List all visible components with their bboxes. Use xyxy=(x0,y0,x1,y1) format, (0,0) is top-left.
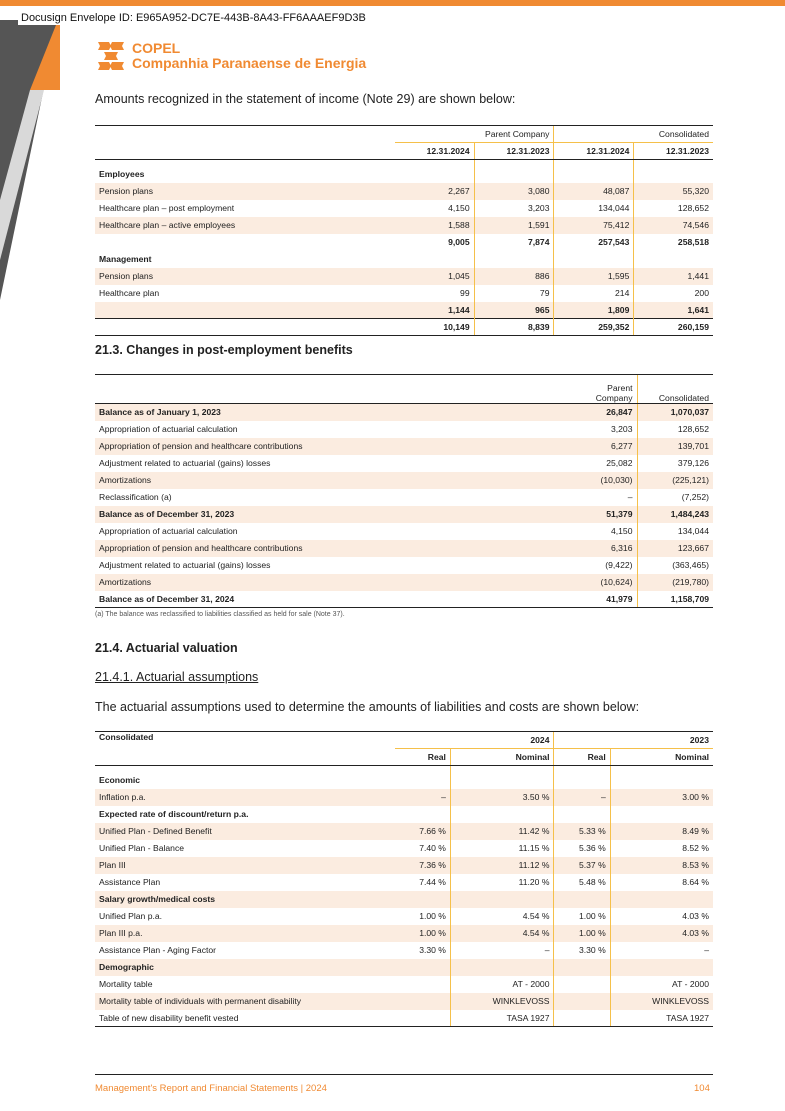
copel-logo-icon xyxy=(96,40,126,72)
row-group-heading: Demographic xyxy=(95,959,395,976)
table-row xyxy=(95,840,713,857)
table-row xyxy=(95,506,713,523)
row-value: 7,874 xyxy=(474,234,554,251)
section-heading-21-3: 21.3. Changes in post-employment benefits xyxy=(95,343,353,357)
assumptions-intro: The actuarial assumptions used to determine the amounts of liabilities and costs are shown below: xyxy=(95,700,640,714)
column-header: Nominal xyxy=(450,749,554,766)
table-row xyxy=(95,285,713,302)
row-label: Mortality table of individuals with permanent disability xyxy=(95,993,395,1010)
row-label: Pension plans xyxy=(95,268,395,285)
row-value: (7,252) xyxy=(637,489,713,506)
column-header: Real xyxy=(395,749,450,766)
row-value: 2,267 xyxy=(395,183,474,200)
row-value: 1.00 % xyxy=(554,925,610,942)
header-row xyxy=(95,749,713,766)
row-label: Balance as of December 31, 2024 xyxy=(95,591,577,608)
table-row xyxy=(95,455,713,472)
table-row xyxy=(95,438,713,455)
row-value: 3.50 % xyxy=(450,789,554,806)
row-label: Appropriation of actuarial calculation xyxy=(99,424,238,434)
row-value: 3,203 xyxy=(474,200,554,217)
row-value xyxy=(395,166,474,183)
column-header: 12.31.2024 xyxy=(395,143,474,160)
row-value: 4.54 % xyxy=(450,908,554,925)
row-value: (219,780) xyxy=(637,574,713,591)
row-value: 1,595 xyxy=(554,268,634,285)
row-value: 8.52 % xyxy=(610,840,713,857)
row-value: – xyxy=(610,942,713,959)
row-value: 3,203 xyxy=(610,424,633,434)
row-value: 5.48 % xyxy=(554,874,610,891)
post-employment-changes-table xyxy=(95,374,713,608)
row-value xyxy=(474,166,554,183)
section-heading-21-4: 21.4. Actuarial valuation xyxy=(95,641,238,655)
row-value xyxy=(395,251,474,268)
row-value: 8.53 % xyxy=(610,857,713,874)
row-value: 79 xyxy=(474,285,554,302)
table-row xyxy=(95,251,713,268)
row-value: 7.40 % xyxy=(419,843,446,853)
table-footnote: (a) The balance was reclassified to liabilities classified as held for sale (Note 37). xyxy=(95,611,345,618)
table-row xyxy=(95,942,713,959)
row-value: 128,652 xyxy=(634,200,713,217)
row-value: 257,543 xyxy=(554,234,634,251)
row-value: 1,441 xyxy=(634,268,713,285)
row-value: 3.00 % xyxy=(610,789,713,806)
row-value: WINKLEVOSS xyxy=(610,993,713,1010)
row-value: 9,005 xyxy=(448,237,470,247)
row-value: 11.12 % xyxy=(450,857,554,874)
table-row xyxy=(95,183,713,200)
row-label: Appropriation of pension and healthcare contributions xyxy=(95,540,577,557)
row-value: 10,149 xyxy=(395,319,474,336)
row-label: Plan III xyxy=(95,857,395,874)
table-row xyxy=(95,908,713,925)
logo-name: COPEL xyxy=(132,40,181,56)
row-value: 134,044 xyxy=(637,523,713,540)
row-value: 11.15 % xyxy=(450,840,554,857)
header-empty xyxy=(95,375,577,404)
row-value: 379,126 xyxy=(637,455,713,472)
column-header: Nominal xyxy=(610,749,713,766)
page-number: 104 xyxy=(694,1083,710,1094)
row-value: 1.00 % xyxy=(395,925,450,942)
row-label: Plan III p.a. xyxy=(95,925,395,942)
row-value: (10,624) xyxy=(577,574,637,591)
row-value: 1,045 xyxy=(395,268,474,285)
row-value xyxy=(554,251,634,268)
row-value: 3.30 % xyxy=(419,945,446,955)
row-value: 11.42 % xyxy=(450,823,554,840)
row-value: 99 xyxy=(460,288,470,298)
row-label: Reclassification (a) xyxy=(99,492,172,502)
table-row xyxy=(95,823,713,840)
row-value: 139,701 xyxy=(637,438,713,455)
table-row xyxy=(95,1010,713,1027)
row-value: 5.33 % xyxy=(554,823,610,840)
table-row xyxy=(95,772,713,789)
table-row xyxy=(95,591,713,608)
row-label: Healthcare plan xyxy=(99,288,160,298)
row-value: TASA 1927 xyxy=(450,1010,554,1027)
company-logo xyxy=(96,40,366,72)
row-value xyxy=(554,806,610,823)
row-value: 1.00 % xyxy=(419,911,446,921)
section-heading-21-4-1: 21.4.1. Actuarial assumptions xyxy=(95,670,259,684)
row-label: Inflation p.a. xyxy=(95,789,395,806)
table-row xyxy=(95,789,713,806)
row-value xyxy=(395,772,450,789)
row-group-heading: Employees xyxy=(99,169,145,179)
row-value xyxy=(395,959,450,976)
row-value: 1,641 xyxy=(634,302,713,319)
table-row xyxy=(95,857,713,874)
row-value: 26,847 xyxy=(577,404,637,421)
row-value: 4,150 xyxy=(610,526,633,536)
row-label: Unified Plan - Balance xyxy=(99,843,185,853)
row-label xyxy=(95,302,395,319)
row-label: Pension plans xyxy=(95,183,395,200)
row-value: 200 xyxy=(634,285,713,302)
table-row xyxy=(95,523,713,540)
row-value: 4,150 xyxy=(448,203,470,213)
header-group-row xyxy=(95,126,713,143)
row-value: 7.44 % xyxy=(419,877,446,887)
row-value: 260,159 xyxy=(634,319,713,336)
column-header: 12.31.2023 xyxy=(634,143,713,160)
row-value xyxy=(450,959,554,976)
row-value: (10,030) xyxy=(577,472,637,489)
row-label: Mortality table xyxy=(99,979,153,989)
row-value: 4.54 % xyxy=(450,925,554,942)
row-value xyxy=(634,251,713,268)
row-value: 134,044 xyxy=(554,200,634,217)
row-group-heading: Economic xyxy=(99,775,141,785)
row-value xyxy=(610,891,713,908)
row-value: 7.66 % xyxy=(395,823,450,840)
row-value: 123,667 xyxy=(637,540,713,557)
envelope-id: Docusign Envelope ID: E965A952-DC7E-443B-8A43-FF6AAAEF9D3B xyxy=(18,11,369,25)
header-empty xyxy=(95,749,395,766)
row-value: 5.37 % xyxy=(554,857,610,874)
row-value: 1.00 % xyxy=(554,908,610,925)
table-row xyxy=(95,925,713,942)
row-value xyxy=(554,1010,610,1027)
row-value xyxy=(554,891,610,908)
row-value: – xyxy=(395,789,450,806)
row-value: 4.03 % xyxy=(610,925,713,942)
decorative-side-shape xyxy=(0,0,60,1111)
row-value: 5.36 % xyxy=(554,840,610,857)
row-value xyxy=(450,772,554,789)
row-value: 8.49 % xyxy=(610,823,713,840)
header-group-row xyxy=(95,732,713,749)
row-label: Adjustment related to actuarial (gains) losses xyxy=(99,560,271,570)
column-group-header: Parent Company xyxy=(395,126,554,143)
row-value: 1,588 xyxy=(395,217,474,234)
row-label: Unified Plan - Defined Benefit xyxy=(95,823,395,840)
header-row xyxy=(95,143,713,160)
row-value xyxy=(474,251,554,268)
actuarial-assumptions-table xyxy=(95,731,713,1027)
table-row xyxy=(95,489,713,506)
row-value xyxy=(450,891,554,908)
table-row xyxy=(95,891,713,908)
column-group-header: Consolidated xyxy=(554,126,713,143)
row-value xyxy=(395,993,450,1010)
row-value: – xyxy=(627,492,633,502)
row-value: 886 xyxy=(474,268,554,285)
row-value: AT - 2000 xyxy=(450,976,554,993)
footer-divider xyxy=(95,1074,713,1075)
row-label: Appropriation of actuarial calculation xyxy=(99,526,238,536)
row-label: Healthcare plan – post employment xyxy=(99,203,235,213)
table-row xyxy=(95,540,713,557)
row-label: Assistance Plan - Aging Factor xyxy=(99,945,217,955)
header-empty xyxy=(95,126,395,143)
row-value xyxy=(554,166,634,183)
table-row xyxy=(95,557,713,574)
row-value: 74,546 xyxy=(634,217,713,234)
row-value xyxy=(554,993,610,1010)
column-group-header: 2023 xyxy=(554,732,713,749)
row-label: Amortizations xyxy=(95,472,577,489)
row-value: 75,412 xyxy=(554,217,634,234)
table-row xyxy=(95,574,713,591)
row-value: 51,379 xyxy=(577,506,637,523)
row-value: 1,070,037 xyxy=(637,404,713,421)
row-value xyxy=(450,806,554,823)
column-header: Consolidated xyxy=(637,375,713,404)
footer-title: Management's Report and Financial Statements | 2024 xyxy=(95,1083,327,1094)
table-row xyxy=(95,268,713,285)
table-row xyxy=(95,404,713,421)
row-value xyxy=(395,976,450,993)
income-statement-table xyxy=(95,125,713,336)
table-row xyxy=(95,421,713,438)
row-label: Adjustment related to actuarial (gains) losses xyxy=(99,458,271,468)
row-label: Assistance Plan xyxy=(99,877,161,887)
row-value xyxy=(610,959,713,976)
row-value xyxy=(634,166,713,183)
column-header: Parent Company xyxy=(577,375,637,404)
row-value: 8,839 xyxy=(474,319,554,336)
row-value: TASA 1927 xyxy=(610,1010,713,1027)
row-value xyxy=(554,959,610,976)
top-accent-bar xyxy=(0,0,785,6)
row-value: 48,087 xyxy=(554,183,634,200)
row-value: 3,080 xyxy=(474,183,554,200)
column-group-header: 2024 xyxy=(395,732,554,749)
column-header: 12.31.2023 xyxy=(474,143,554,160)
row-value: 8.64 % xyxy=(610,874,713,891)
row-value: 6,316 xyxy=(577,540,637,557)
row-value: 1,144 xyxy=(395,302,474,319)
table-row xyxy=(95,993,713,1010)
table-row xyxy=(95,319,713,336)
table-corner-label: Consolidated xyxy=(95,732,395,749)
row-value: 6,277 xyxy=(577,438,637,455)
row-value: (9,422) xyxy=(605,560,633,570)
row-label: Healthcare plan – active employees xyxy=(95,217,395,234)
table-row xyxy=(95,874,713,891)
row-value: 11.20 % xyxy=(450,874,554,891)
intro-text: Amounts recognized in the statement of income (Note 29) are shown below: xyxy=(95,92,516,106)
row-value: 214 xyxy=(554,285,634,302)
table-row xyxy=(95,166,713,183)
row-group-heading: Salary growth/medical costs xyxy=(95,891,395,908)
row-label: Unified Plan p.a. xyxy=(99,911,163,921)
row-label: Balance as of December 31, 2023 xyxy=(95,506,577,523)
header-row xyxy=(95,375,713,404)
row-value xyxy=(395,1010,450,1027)
row-value: 1,591 xyxy=(474,217,554,234)
row-value: 258,518 xyxy=(634,234,713,251)
row-value: 25,082 xyxy=(606,458,633,468)
row-value: (225,121) xyxy=(637,472,713,489)
row-value: 41,979 xyxy=(577,591,637,608)
row-value: 1,809 xyxy=(554,302,634,319)
row-value: AT - 2000 xyxy=(610,976,713,993)
row-value: 1,484,243 xyxy=(637,506,713,523)
table-row xyxy=(95,200,713,217)
row-label: Appropriation of pension and healthcare contributions xyxy=(95,438,577,455)
row-value: 128,652 xyxy=(637,421,713,438)
table-row xyxy=(95,472,713,489)
table-row xyxy=(95,217,713,234)
row-label: Table of new disability benefit vested xyxy=(95,1010,395,1027)
row-value: 55,320 xyxy=(634,183,713,200)
row-value: 259,352 xyxy=(554,319,634,336)
row-value: 7.36 % xyxy=(395,857,450,874)
row-value xyxy=(610,806,713,823)
row-value: 965 xyxy=(474,302,554,319)
row-value xyxy=(395,891,450,908)
row-label xyxy=(95,234,395,251)
logo-fullname: Companhia Paranaense de Energia xyxy=(132,55,367,71)
row-value: (363,465) xyxy=(637,557,713,574)
row-label: Amortizations xyxy=(95,574,577,591)
row-value: – xyxy=(450,942,554,959)
row-value: 3.30 % xyxy=(554,942,610,959)
row-value xyxy=(554,976,610,993)
column-header: Real xyxy=(554,749,610,766)
row-group-heading: Management xyxy=(99,254,152,264)
row-label xyxy=(95,319,395,336)
header-empty xyxy=(95,143,395,160)
table-row xyxy=(95,234,713,251)
column-header: 12.31.2024 xyxy=(554,143,634,160)
row-label: Balance as of January 1, 2023 xyxy=(95,404,577,421)
row-value: 4.03 % xyxy=(610,908,713,925)
table-row xyxy=(95,976,713,993)
row-value xyxy=(395,806,450,823)
table-row xyxy=(95,806,713,823)
table-row xyxy=(95,302,713,319)
row-value xyxy=(554,772,610,789)
row-value: – xyxy=(554,789,610,806)
row-group-heading: Expected rate of discount/return p.a. xyxy=(99,809,249,819)
row-value: WINKLEVOSS xyxy=(450,993,554,1010)
row-value xyxy=(610,772,713,789)
row-value: 1,158,709 xyxy=(637,591,713,608)
table-row xyxy=(95,959,713,976)
